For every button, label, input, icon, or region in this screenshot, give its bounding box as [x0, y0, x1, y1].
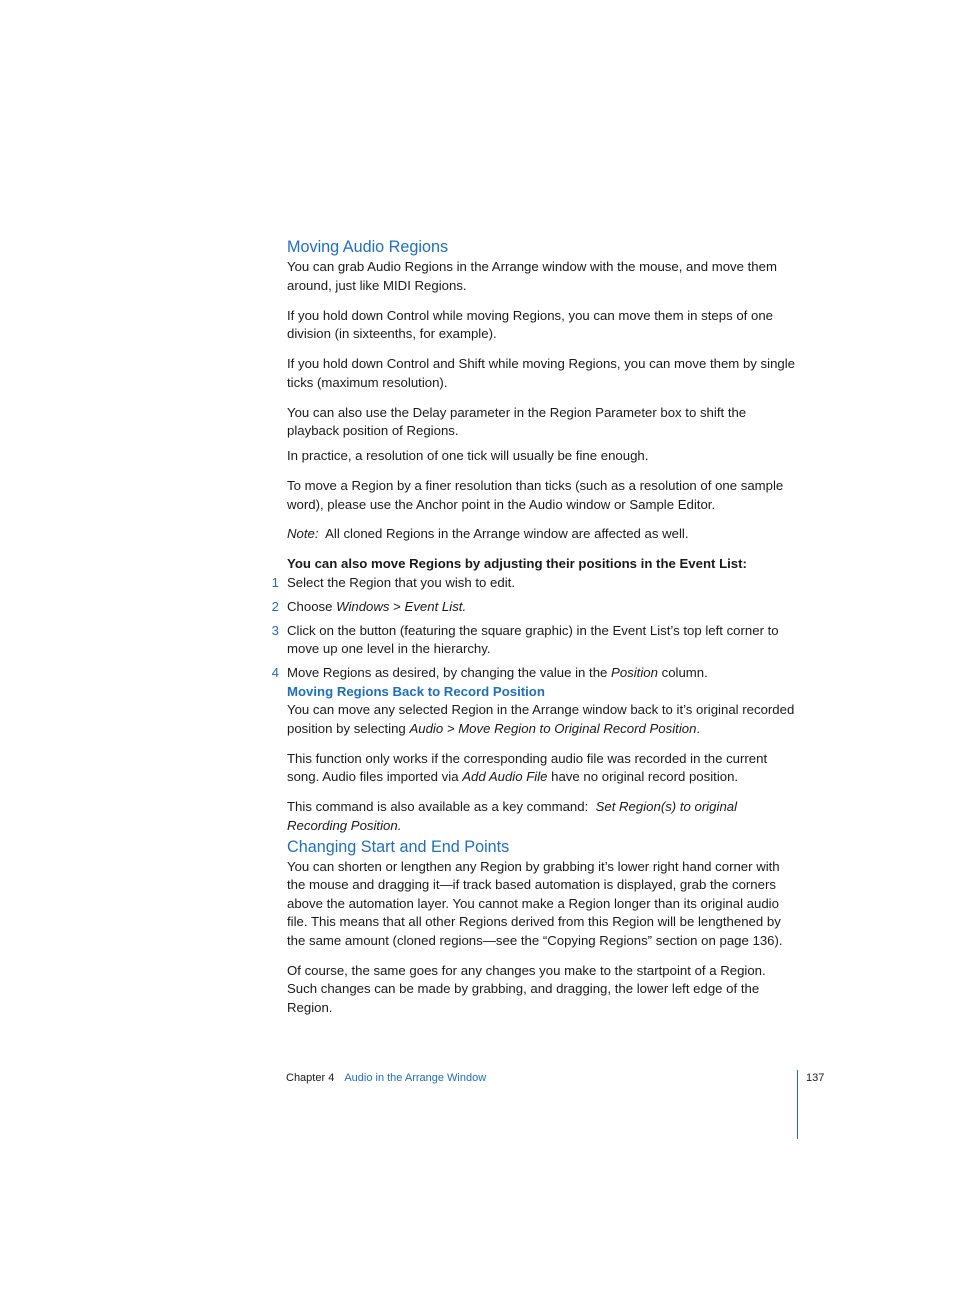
step-text: Move Regions as desired, by changing the value in the	[287, 665, 612, 680]
section-heading-moving-audio-regions: Moving Audio Regions	[287, 238, 449, 256]
paragraph: In practice, a resolution of one tick will usually be fine enough.	[287, 447, 649, 463]
section-heading-start-end-points: Changing Start and End Points	[287, 837, 510, 856]
key-command: Set Region(s) to original Recording Position.	[287, 799, 738, 833]
paragraph-text-end: have no original record position.	[547, 769, 739, 785]
step-item	[271, 622, 799, 659]
step-text-end: column.	[657, 665, 708, 680]
note-text: All cloned Regions in the Arrange window are affected as well.	[325, 526, 689, 542]
paragraph: Of course, the same goes for any changes you make to the startpoint of a Region. Such changes can be made by grabbing, and dragging, the lower left edge of the Region.	[287, 962, 766, 1016]
paragraph-text-end: .	[696, 720, 701, 736]
step-number: 3	[271, 622, 279, 638]
step-item	[271, 598, 799, 617]
paragraph	[287, 750, 799, 787]
note-label: Note:	[287, 526, 319, 542]
step-item	[271, 664, 799, 683]
paragraph-text: This function only works if the corresponding audio file was recorded in the current song. Audio files imported via	[287, 750, 768, 785]
step-text: Select the Region that you wish to edit.	[287, 575, 515, 591]
paragraph: You can shorten or lengthen any Region by grabbing it’s lower right hand corner with the mouse and dragging it—if track based automation is displayed, grab the corners above the automation layer. You cannot make a Region longer than its original audio file. This means that all other Regions derived from this Region will be lengthened by the same amount (cloned regions—see the “Copying Regions” section on page 136).	[287, 858, 783, 948]
menu-item-name: Event List.	[404, 598, 467, 614]
step-item	[271, 574, 799, 593]
paragraph	[287, 798, 799, 835]
subsection-heading-back-to-record: Moving Regions Back to Record Position	[287, 683, 545, 699]
paragraph-text: This command is also available as a key command:	[287, 799, 596, 815]
footer-divider	[797, 1070, 798, 1139]
menu-separator: >	[389, 598, 405, 614]
note-paragraph	[287, 525, 799, 544]
step-text: Choose	[287, 598, 337, 614]
page-number: 137	[806, 1072, 825, 1084]
paragraph-text: You can move any selected Region in the Arrange window back to it’s original recorded position by selecting	[287, 702, 795, 736]
menu-command: Add Audio File	[462, 769, 548, 785]
paragraph: If you hold down Control while moving Regions, you can move them in steps of one division (in sixteenths, for example).	[287, 307, 774, 342]
page-content	[271, 236, 799, 1018]
task-lead: You can also move Regions by adjusting their positions in the Event List:	[287, 556, 747, 572]
paragraph: You can grab Audio Regions in the Arrange window with the mouse, and move them around, just like MIDI Regions.	[287, 259, 777, 293]
footer-chapter-title: Audio in the Arrange Window	[344, 1072, 487, 1084]
paragraph: To move a Region by a finer resolution than ticks (such as a resolution of one sample word), please use the Anchor point in the Audio window or Sample Editor.	[287, 477, 784, 512]
menu-command: Audio > Move Region to Original Record Position	[409, 720, 697, 736]
menu-name: Windows	[336, 598, 390, 614]
step-list	[271, 574, 799, 683]
step-number: 2	[271, 598, 279, 614]
paragraph	[287, 701, 799, 738]
step-text: Click on the button (featuring the square graphic) in the Event List’s top left corner to move up one level in the hierarchy.	[287, 622, 779, 657]
step-number: 4	[271, 665, 279, 680]
footer-chapter: Chapter 4	[286, 1072, 335, 1084]
paragraph: You can also use the Delay parameter in the Region Parameter box to shift the playback position of Regions.	[287, 404, 747, 439]
column-name: Position	[611, 665, 658, 680]
page-footer	[286, 1070, 486, 1086]
step-number: 1	[271, 575, 279, 591]
paragraph: If you hold down Control and Shift while moving Regions, you can move them by single ticks (maximum resolution).	[287, 356, 795, 390]
